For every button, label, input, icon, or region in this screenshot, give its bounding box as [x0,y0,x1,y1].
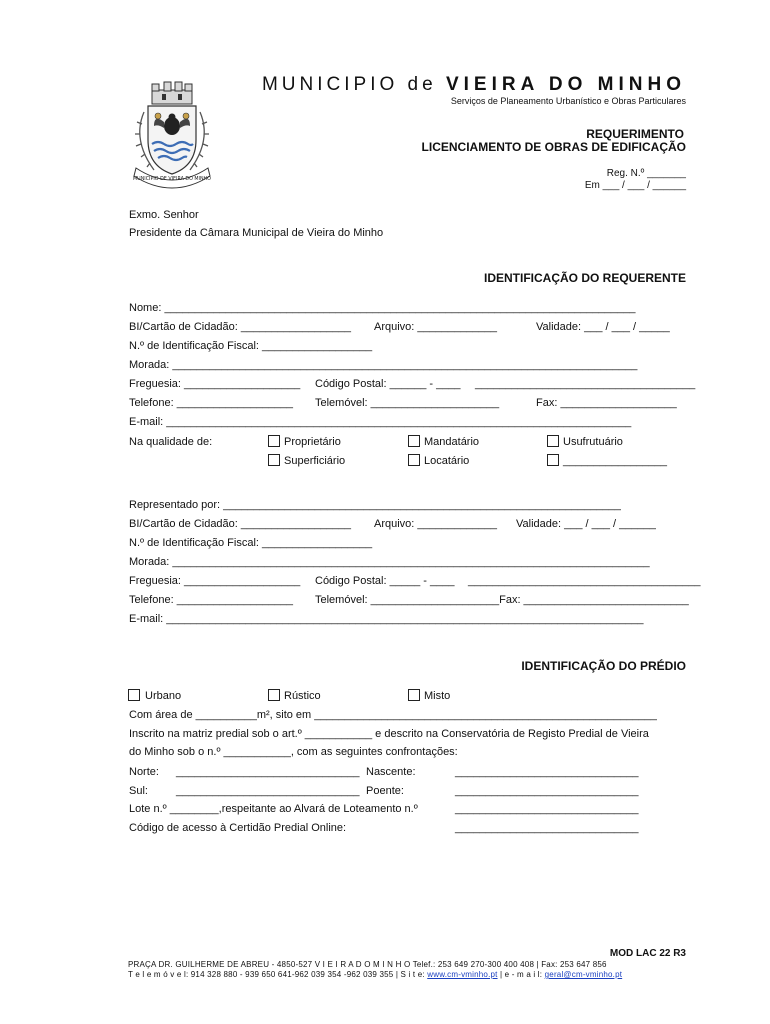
certificate-code-field[interactable]: ______________________________ [455,822,639,834]
representative-nif-field[interactable]: N.º de Identificação Fiscal: __________________ [129,537,373,549]
east-label: Nascente: [366,766,416,778]
footer-contacts [128,970,622,979]
representative-address-field[interactable]: Morada: ______________________________________________________________________________ [129,556,650,568]
agent-label: Mandatário [424,436,480,448]
footer-site-link[interactable]: www.cm-vminho.pt [427,970,498,979]
rustic-label: Rústico [284,690,321,702]
urban-label: Urbano [145,690,182,702]
applicant-fax-field[interactable]: Fax: ___________________ [536,397,677,409]
applicant-id-field[interactable]: BI/Cartão de Cidadão: __________________ [129,321,352,333]
form-subheading: LICENCIAMENTO DE OBRAS DE EDIFICAÇÃO [421,140,686,154]
lot-permit-number-field[interactable]: ______________________________ [455,803,639,815]
title-prefix: MUNICIPIO [261,74,399,95]
svg-text:MUNICIPIO DE VIEIRA DO MINHO: MUNICIPIO DE VIEIRA DO MINHO [133,177,211,182]
west-label: Poente: [366,785,404,797]
applicant-name-field[interactable]: Nome: _____________________________________________________________________________ [129,302,636,314]
capacity-label: Na qualidade de: [129,436,213,448]
footer-phones: T e l e m ó v e l: 914 328 880 - 939 650 641-962 039 354 -962 039 355 | S i t e: [128,970,428,979]
applicant-parish-field[interactable]: Freguesia: ___________________ [129,378,301,390]
applicant-archive-field[interactable]: Arquivo: _____________ [374,321,497,333]
owner-label: Proprietário [284,436,341,448]
other-capacity-checkbox[interactable] [547,454,559,466]
usufructuary-label: Usufrutuário [563,436,623,448]
representative-name-field[interactable]: Representado por: _________________________________________________________________ [129,499,621,511]
mural-crown-icon [152,82,192,104]
addressee-salutation: Exmo. Senhor [129,209,199,221]
addressee-title: Presidente da Câmara Municipal de Vieira do Minho [129,227,384,239]
representative-mobile-fax-field[interactable]: Telemóvel: _____________________Fax: ___________________________ [315,594,689,606]
east-field[interactable]: ______________________________ [455,766,639,778]
municipal-crest [118,80,226,190]
lot-permit-field[interactable]: Lote n.º ________,respeitante ao Alvará de Loteamento n.º [129,803,418,815]
other-capacity-field[interactable]: _________________ [563,455,668,467]
applicant-validity-field[interactable]: Validade: ___ / ___ / _____ [536,321,670,333]
rustic-checkbox[interactable] [268,689,280,701]
property-section-title: IDENTIFICAÇÃO DO PRÉDIO [521,659,686,673]
tenant-label: Locatário [424,455,470,467]
applicant-nif-field[interactable]: N.º de Identificação Fiscal: __________________ [129,340,373,352]
applicant-postal-code-field[interactable]: Código Postal: ______ - ____ [315,378,461,390]
title-de: de [398,74,446,95]
municipality-title [262,74,686,96]
area-location-field[interactable]: Com área de __________m², sito em ________________________________________________________ [129,709,657,721]
north-label: Norte: [129,766,159,778]
representative-postal-locality-field[interactable]: ______________________________________ [468,575,701,587]
mixed-label: Misto [424,690,451,702]
representative-archive-field[interactable]: Arquivo: _____________ [374,518,497,530]
form-heading: REQUERIMENTO [586,127,684,141]
south-label: Sul: [129,785,148,797]
applicant-address-field[interactable]: Morada: ____________________________________________________________________________ [129,359,638,371]
reg-date[interactable]: Em ___ / ___ / ______ [584,180,686,191]
tenant-checkbox[interactable] [408,454,420,466]
department-subtitle: Serviços de Planeamento Urbanístico e Obras Particulares [450,96,686,106]
footer-address: PRAÇA DR. GUILHERME DE ABREU - 4850-527 V I E I R A D O M I N H O Telef.: 253 649 270-300 400 408 | Fax: 253 647 856 [128,960,607,969]
applicant-postal-locality-field[interactable]: ____________________________________ [475,378,696,390]
surface-rights-label: Superficiário [284,455,346,467]
applicant-email-field[interactable]: E-mail: ____________________________________________________________________________ [129,416,632,428]
owner-checkbox[interactable] [268,435,280,447]
registration-box [585,168,686,192]
representative-email-field[interactable]: E-mail: ______________________________________________________________________________ [129,613,644,625]
representative-phone-field[interactable]: Telefone: ___________________ [129,594,293,606]
agent-checkbox[interactable] [408,435,420,447]
certificate-code-label: Código de acesso à Certidão Predial Online: [129,822,347,834]
registry-number-field[interactable]: do Minho sob o n.º ___________, com as seguintes confrontações: [129,746,458,758]
applicant-phone-field[interactable]: Telefone: ___________________ [129,397,293,409]
footer-email-link[interactable]: geral@cm-vminho.pt [544,970,623,979]
title-town: VIEIRA DO MINHO [445,74,686,95]
applicant-section-title: IDENTIFICAÇÃO DO REQUERENTE [483,271,686,285]
urban-checkbox[interactable] [128,689,140,701]
mixed-checkbox[interactable] [408,689,420,701]
representative-parish-field[interactable]: Freguesia: ___________________ [129,575,301,587]
south-field[interactable]: ______________________________ [176,785,360,797]
surface-rights-checkbox[interactable] [268,454,280,466]
usufructuary-checkbox[interactable] [547,435,559,447]
form-model-code: MOD LAC 22 R3 [609,948,686,959]
matrix-article-field[interactable]: Inscrito na matriz predial sob o art.º ___________ e descrito na Conservatória de Registo Predial de Vieira [129,728,649,740]
representative-validity-field[interactable]: Validade: ___ / ___ / ______ [516,518,656,530]
applicant-mobile-field[interactable]: Telemóvel: _____________________ [315,397,500,409]
representative-postal-code-field[interactable]: Código Postal: _____ - ____ [315,575,455,587]
footer-email-label: | e - m a i l: [497,970,545,979]
representative-id-field[interactable]: BI/Cartão de Cidadão: __________________ [129,518,352,530]
reg-number[interactable]: Reg. N.º _______ [606,168,686,179]
west-field[interactable]: ______________________________ [455,785,639,797]
north-field[interactable]: ______________________________ [176,766,360,778]
